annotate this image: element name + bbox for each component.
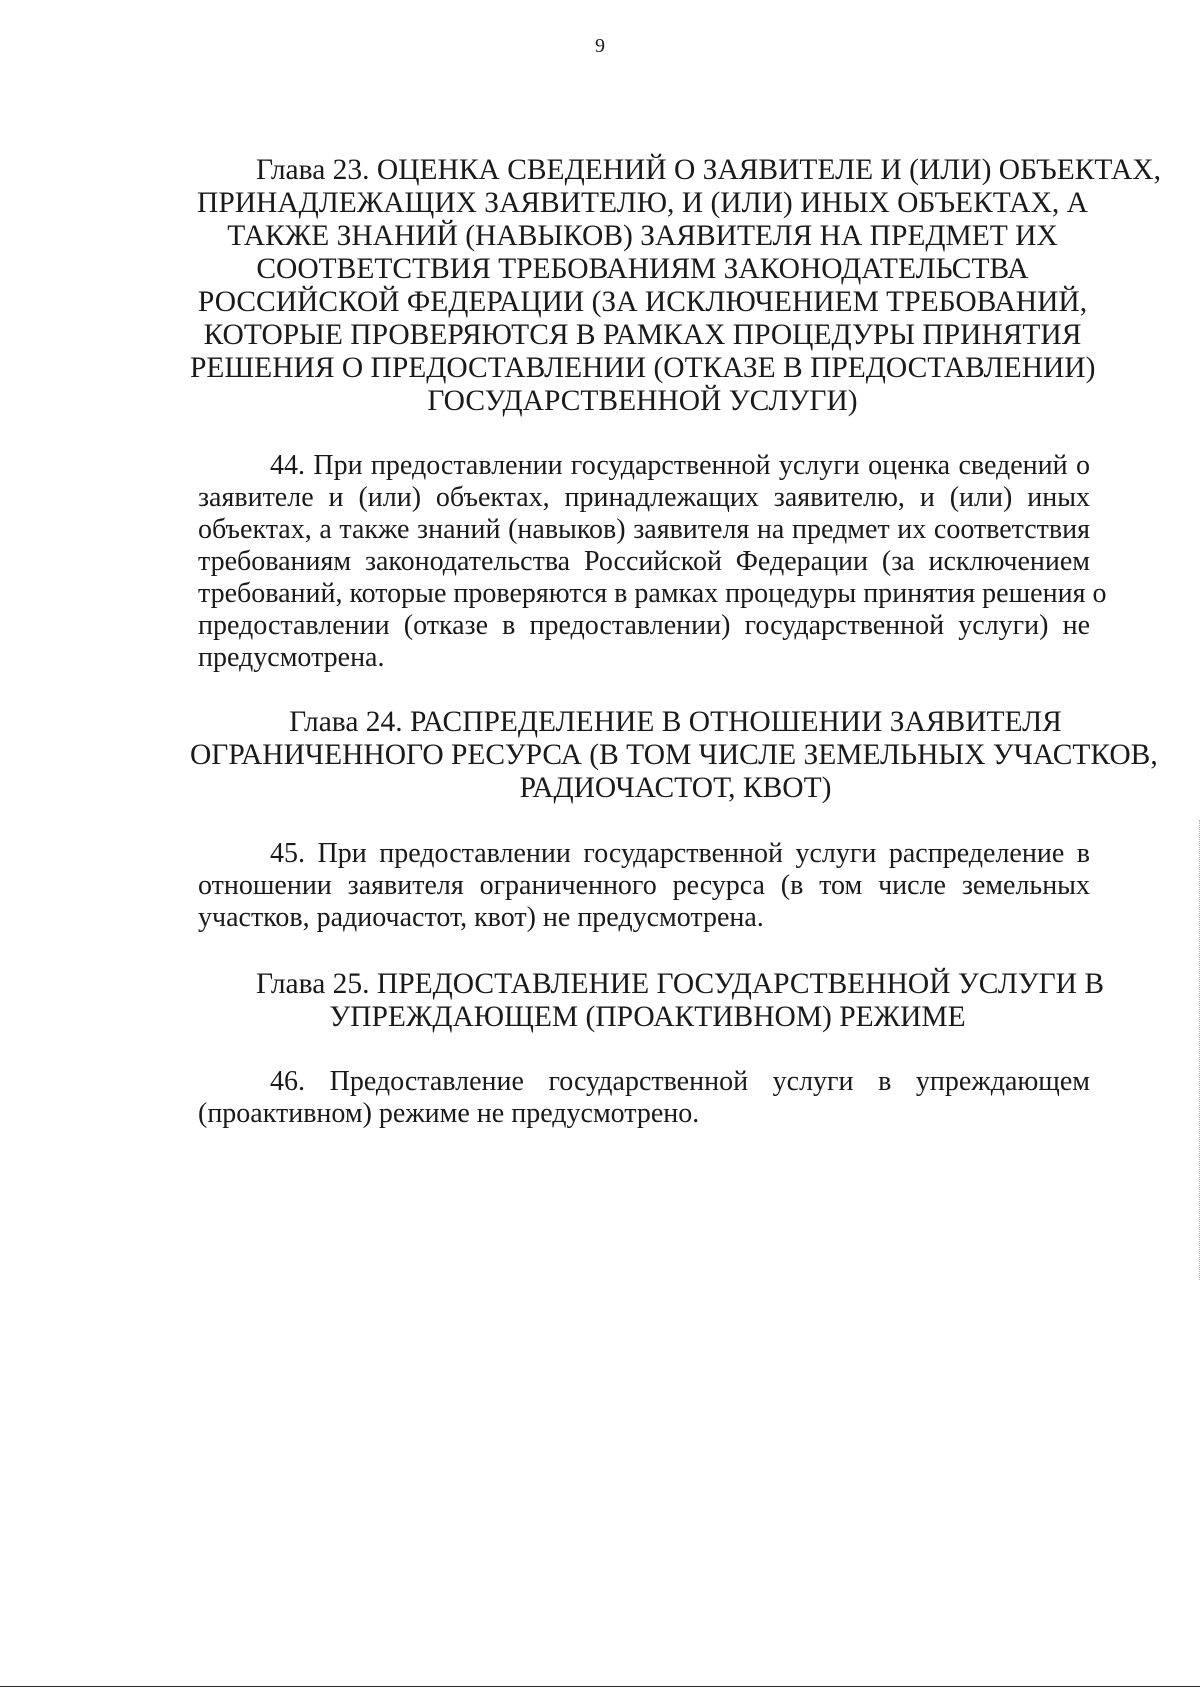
paragraph-line: предусмотрена. (198, 642, 385, 673)
page-bottom-rule (0, 1686, 1200, 1687)
heading-line: ОГРАНИЧЕННОГО РЕСУРСА (В ТОМ ЧИСЛЕ ЗЕМЕЛЬНЫХ УЧАСТКОВ, (190, 739, 1158, 771)
page-number: 9 (595, 35, 605, 57)
paragraph-line: предоставлении (отказе в предоставлении) государственной услуги) не (198, 610, 1090, 641)
heading-line: СООТВЕТСТВИЯ ТРЕБОВАНИЯМ ЗАКОНОДАТЕЛЬСТВА (256, 253, 1029, 285)
chapter-23-heading (190, 154, 1161, 418)
heading-line: ГОСУДАРСТВЕННОЙ УСЛУГИ) (427, 385, 858, 417)
heading-line: КОТОРЫЕ ПРОВЕРЯЮТСЯ В РАМКАХ ПРОЦЕДУРЫ ПРИНЯТИЯ (203, 319, 1082, 351)
paragraph-line: участков, радиочастот, квот) не предусмотрена. (198, 902, 764, 933)
paragraph-line: объектах, а также знаний (навыков) заявителя на предмет их соответствия (198, 514, 1090, 545)
chapter-24-heading (190, 706, 1158, 805)
paragraph-44 (198, 450, 1107, 674)
paragraph-line: требований, которые проверяются в рамках процедуры принятия решения о (198, 578, 1107, 609)
heading-line: РОССИЙСКОЙ ФЕДЕРАЦИИ (ЗА ИСКЛЮЧЕНИЕМ ТРЕБОВАНИЙ, (197, 286, 1088, 318)
paragraph-line: 44. При предоставлении государственной услуги оценка сведений о (270, 450, 1090, 481)
heading-line: ПРИНАДЛЕЖАЩИХ ЗАЯВИТЕЛЮ, И (ИЛИ) ИНЫХ ОБЪЕКТАХ, А (197, 187, 1088, 219)
heading-line: РАДИОЧАСТОТ, КВОТ) (519, 772, 832, 804)
chapter-25-heading (190, 968, 1105, 1034)
paragraph-line: 45. При предоставлении государственной услуги распределение в (270, 838, 1090, 869)
paragraph-line: (проактивном) режиме не предусмотрено. (198, 1098, 700, 1129)
heading-line: ТАКЖЕ ЗНАНИЙ (НАВЫКОВ) ЗАЯВИТЕЛЯ НА ПРЕДМЕТ ИХ (227, 220, 1058, 252)
heading-line: УПРЕЖДАЮЩЕМ (ПРОАКТИВНОМ) РЕЖИМЕ (329, 1001, 966, 1033)
heading-line: РЕШЕНИЯ О ПРЕДОСТАВЛЕНИИ (ОТКАЗЕ В ПРЕДОСТАВЛЕНИИ) (190, 352, 1096, 384)
paragraph-line: заявителе и (или) объектах, принадлежащих заявителю, и (или) иных (198, 482, 1090, 513)
paragraph-line: требованиям законодательства Российской Федерации (за исключением (198, 546, 1090, 577)
paragraph-45 (198, 838, 1090, 934)
paragraph-line: 46. Предоставление государственной услуги в упреждающем (270, 1066, 1090, 1097)
heading-line: Глава 24. РАСПРЕДЕЛЕНИЕ В ОТНОШЕНИИ ЗАЯВИТЕЛЯ (289, 706, 1062, 738)
heading-line: Глава 23. ОЦЕНКА СВЕДЕНИЙ О ЗАЯВИТЕЛЕ И (ИЛИ) ОБЪЕКТАХ, (256, 154, 1161, 186)
heading-line: Глава 25. ПРЕДОСТАВЛЕНИЕ ГОСУДАРСТВЕННОЙ УСЛУГИ В (256, 968, 1105, 1000)
paragraph-line: отношении заявителя ограниченного ресурса (в том числе земельных (198, 870, 1090, 901)
paragraph-46 (198, 1066, 1090, 1130)
